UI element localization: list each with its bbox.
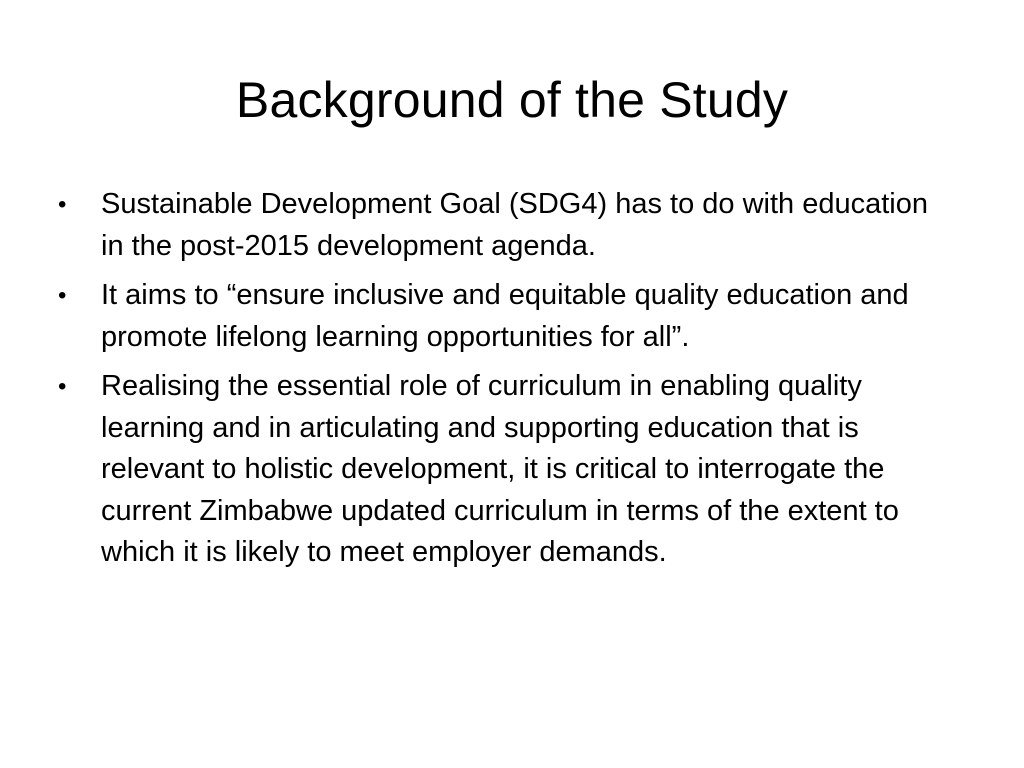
bullet-icon: • (58, 373, 67, 400)
bullet-icon: • (58, 191, 67, 218)
bullet-text: It aims to “ensure inclusive and equitable quality education and promote lifelong learning opportunities for all”. (101, 279, 909, 353)
bullet-icon: • (58, 282, 67, 309)
bullet-item (58, 184, 958, 267)
bullet-item (58, 275, 958, 358)
bullet-item (58, 366, 958, 574)
bullet-text: Sustainable Development Goal (SDG4) has to do with education in the post-2015 development agenda. (101, 188, 928, 262)
bullet-text: Realising the essential role of curriculum in enabling quality learning and in articulating and supporting education that is relevant to holistic development, it is critical to interrogate the current Zimbabwe updated curriculum in terms of the extent to which it is likely to meet employer demands. (101, 370, 899, 568)
slide-title: Background of the Study (235, 72, 789, 128)
bullet-list (58, 184, 958, 582)
